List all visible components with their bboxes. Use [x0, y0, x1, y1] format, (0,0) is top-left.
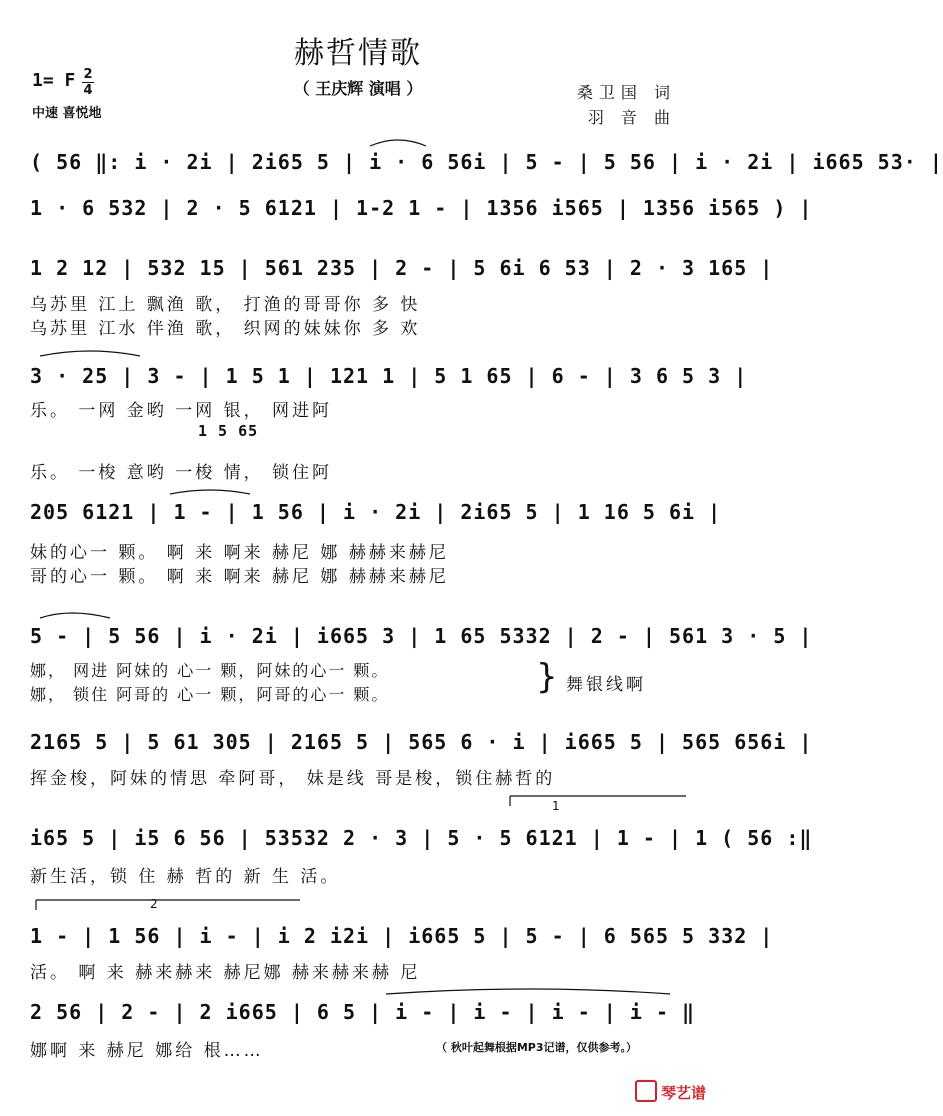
- lyric-line: 活。 啊 来 赫来赫来 赫尼娜 赫来赫来赫 尼: [30, 963, 421, 983]
- score-system-9: 1 - | 1 56 | i - | i 2 i2i | i665 5 | 5 - | 6 565 5 332 |: [30, 924, 774, 948]
- side-lyric: 舞银线啊: [566, 675, 646, 695]
- composer-credit: 羽 音 曲: [587, 108, 676, 127]
- tempo-marking: 中速 喜悦地: [32, 106, 102, 121]
- lyric-line: 哥的心一 颗。 啊 来 啊来 赫尼 娜 赫赫来赫尼: [30, 567, 449, 587]
- score-system-3: 1 2 12 | 532 15 | 561 235 | 2 - | 5 6i 6 53 | 2 · 3 165 |: [30, 256, 774, 280]
- score-system-4: 3 · 25 | 3 - | 1 5 1 | 121 1 | 5 1 65 | 6 - | 3 6 5 3 |: [30, 364, 748, 388]
- score-system-2: 1 · 6 532 | 2 · 5 6121 | 1-2 1 - | 1356 i565 | 1356 i565 ) |: [30, 196, 813, 220]
- slur-mark: [370, 140, 426, 146]
- lyric-line: 妹的心一 颗。 啊 来 啊来 赫尼 娜 赫赫来赫尼: [30, 543, 449, 563]
- lyric-line: 挥金梭，阿妹的情思 牵阿哥， 妹是线 哥是梭，锁住赫哲的: [30, 769, 556, 789]
- volta-2-label: 2: [150, 897, 158, 911]
- time-signature-top: 2: [83, 67, 93, 82]
- watermark-text: 琴艺谱: [660, 1084, 706, 1102]
- slur-mark: [170, 490, 250, 494]
- lyric-line: 娜啊 来 赫尼 娜给 根……: [30, 1041, 264, 1061]
- score-system-5: 205 6121 | 1 - | 1 56 | i · 2i | 2i65 5 | 1 16 5 6i |: [30, 500, 722, 524]
- score-system-1: ( 56 ‖: i · 2i | 2i65 5 | i · 6 56i | 5 - | 5 56 | i · 2i | i665 53· |: [30, 150, 943, 174]
- lyric-line: 娜， 锁住 阿哥的 心一 颗，阿哥的心一 颗。: [30, 685, 390, 704]
- song-title: 赫哲情歌: [294, 36, 422, 71]
- lyric-line: 新生活，锁 住 赫 哲的 新 生 活。: [30, 867, 341, 887]
- lyric-line: 乐。 一梭 意哟 一梭 情， 锁住阿: [30, 463, 333, 483]
- volta-2-bracket: [36, 900, 300, 910]
- time-signature-bottom: 4: [83, 83, 93, 98]
- lyric-line: 乌苏里 江水 伴渔 歌， 织网的妹妹你 多 欢: [30, 319, 421, 339]
- score-system-6: 5 - | 5 56 | i · 2i | i665 3 | 1 65 5332 | 2 - | 561 3 · 5 |: [30, 624, 813, 648]
- score-system-8: i65 5 | i5 6 56 | 53532 2 · 3 | 5 · 5 6121 | 1 - | 1 ( 56 :‖: [30, 826, 813, 850]
- performer-credit: （ 王庆辉 演唱 ）: [293, 79, 423, 98]
- score-system-10: 2 56 | 2 - | 2 i665 | 6 5 | i - | i - | i - | i - ‖: [30, 1000, 696, 1024]
- variant-notes: 1 5 65: [198, 422, 259, 440]
- slur-mark: [40, 613, 110, 618]
- lyric-line: 娜， 网进 阿妹的 心一 颗，阿妹的心一 颗。: [30, 661, 390, 680]
- lyricist-credit: 桑卫国 词: [576, 83, 676, 102]
- logo-icon: [635, 1080, 657, 1102]
- score-system-7: 2165 5 | 5 61 305 | 2165 5 | 565 6 · i | i665 5 | 565 656i |: [30, 730, 813, 754]
- volta-1-label: 1: [552, 799, 560, 813]
- lyric-line: 乐。 一网 金哟 一网 银， 网进阿: [30, 401, 333, 421]
- volta-1-bracket: [510, 796, 686, 806]
- brace-symbol: }: [536, 657, 558, 697]
- transcription-note: （ 秋叶起舞根据MP3记谱，仅供参考。）: [436, 1041, 637, 1054]
- key-signature: 1= F: [32, 70, 76, 91]
- lyric-line: 乌苏里 江上 飘渔 歌， 打渔的哥哥你 多 快: [30, 295, 421, 315]
- tie-mark: [386, 989, 670, 994]
- watermark: [635, 1080, 706, 1103]
- slur-mark: [40, 351, 140, 356]
